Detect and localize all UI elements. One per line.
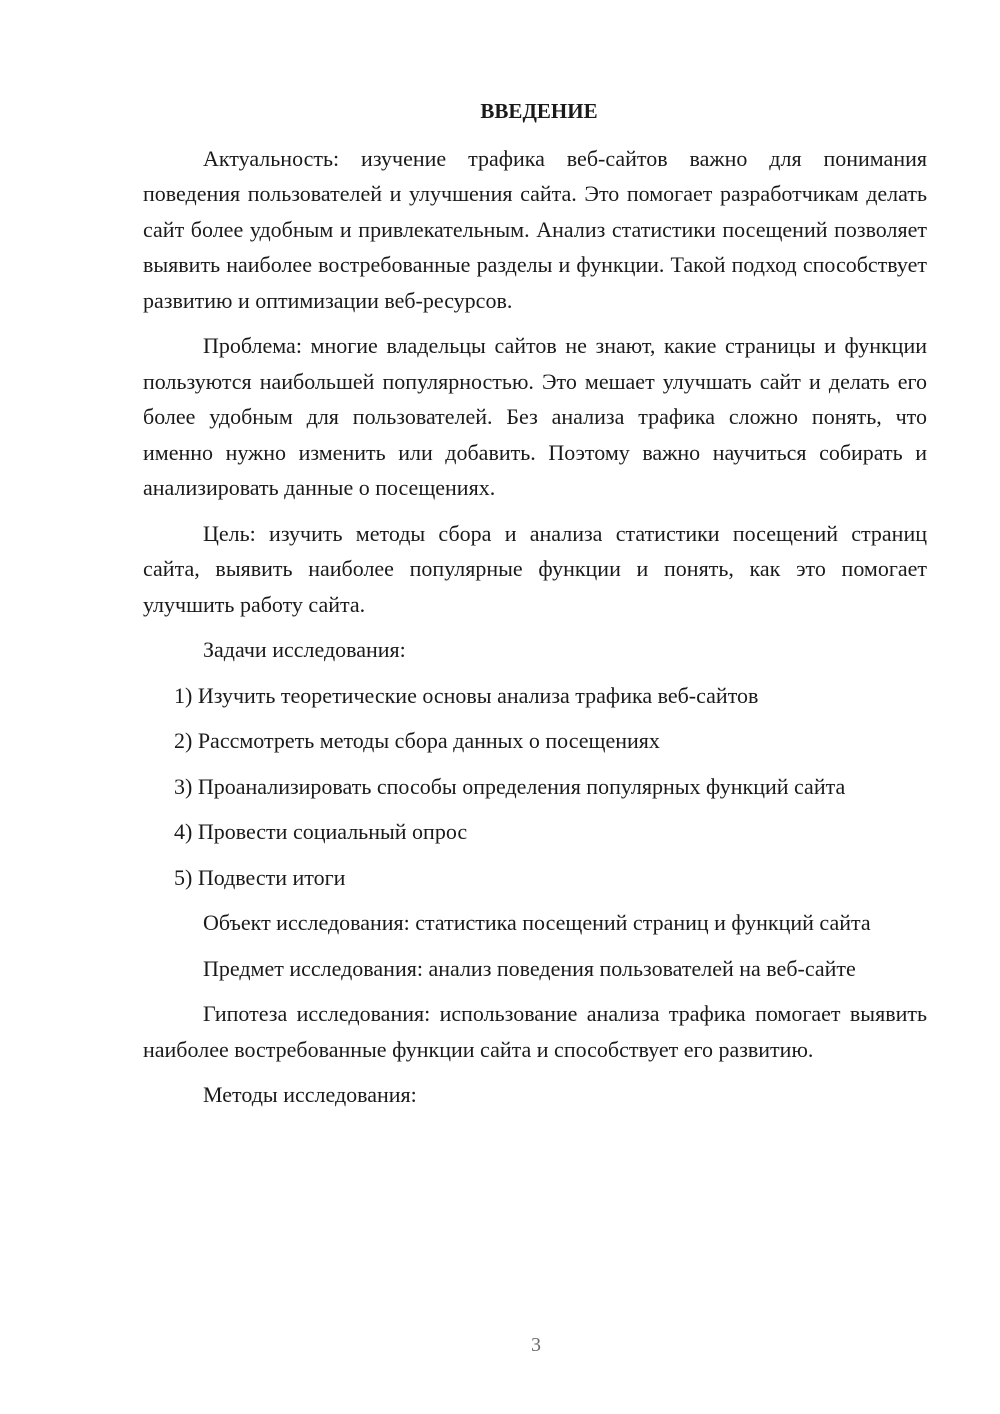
object-paragraph: Объект исследования: статистика посещений страниц и функций сайта	[203, 910, 871, 935]
task-item-3: 3) Проанализировать способы определения популярных функций сайта	[174, 773, 846, 799]
task-item-4: 4) Провести социальный опрос	[174, 819, 468, 844]
task-item-2: 2) Рассмотреть методы сбора данных о посещениях	[174, 728, 660, 753]
section-title: ВВЕДЕНИЕ	[480, 99, 598, 123]
hypothesis-paragraph: Гипотеза исследования: использование анализа трафика помогает выявить наиболее востребованные функции сайта и способствует его развитию.	[143, 1001, 927, 1062]
tasks-heading: Задачи исследования:	[203, 637, 406, 662]
problem-paragraph: Проблема: многие владельцы сайтов не знают, какие страницы и функции пользуются наибольшей популярностью. Это мешает улучшать сайт и делать его более удобным для пользователей. Без анализа трафика сложно понять, что именно нужно изменить или добавить. Поэтому важно научиться собирать и анализировать данные о посещениях.	[143, 333, 927, 500]
page-body	[143, 94, 927, 1123]
methods-heading: Методы исследования:	[203, 1082, 417, 1107]
subject-paragraph: Предмет исследования: анализ поведения пользователей на веб-сайте	[203, 955, 856, 981]
goal-paragraph: Цель: изучить методы сбора и анализа статистики посещений страниц сайта, выявить наиболее популярные функции и понять, как это помогает улучшить работу сайта.	[143, 520, 927, 617]
relevance-paragraph: Актуальность: изучение трафика веб-сайтов важно для понимания поведения пользователей и улучшения сайта. Это помогает разработчикам делать сайт более удобным и привлекательным. Анализ статистики посещений позволяет выявить наиболее востребованные разделы и функции. Такой подход способствует развитию и оптимизации веб-ресурсов.	[143, 145, 927, 313]
task-item-1: 1) Изучить теоретические основы анализа трафика веб-сайтов	[174, 682, 759, 708]
task-item-5: 5) Подвести итоги	[174, 864, 346, 890]
page-number: 3	[531, 1334, 541, 1356]
